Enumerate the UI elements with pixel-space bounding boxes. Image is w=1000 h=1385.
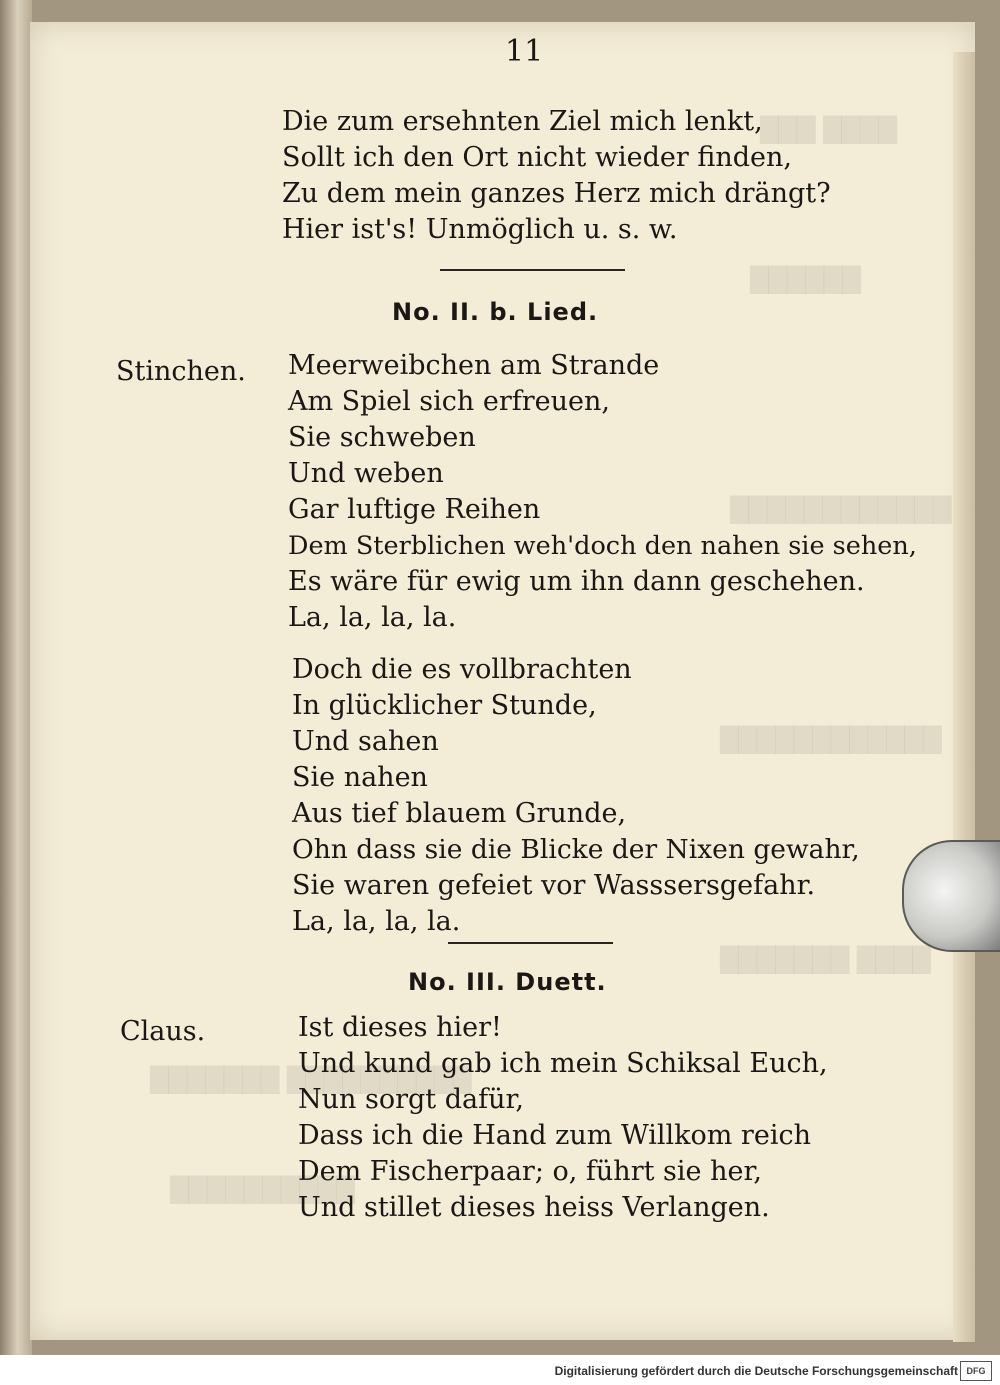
divider-rule (440, 269, 625, 271)
duett-line-1: Ist dieses hier! (298, 1012, 502, 1043)
speaker-claus: Claus. (120, 1016, 206, 1047)
stanza-top-line-4: Hier ist's! Unmöglich u. s. w. (282, 214, 678, 245)
footer-bar (0, 1355, 1000, 1385)
lied-stanza1-line-5: Gar luftige Reihen (288, 494, 541, 525)
lied-stanza2-line-2: In glücklicher Stunde, (292, 690, 597, 721)
lied-stanza1-line-6: Dem Sterblichen weh'doch den nahen sie sehen, (288, 531, 917, 561)
lied-stanza2-line-1: Doch die es vollbrachten (292, 654, 632, 685)
lied-stanza2-line-4: Sie nahen (292, 762, 428, 793)
lied-stanza1-line-8: La, la, la, la. (288, 602, 457, 633)
stanza-top-line-3: Zu dem mein ganzes Herz mich drängt? (282, 178, 831, 209)
dfg-logo: DFG (960, 1361, 992, 1381)
duett-line-3: Nun sorgt dafür, (298, 1084, 525, 1115)
section-title-duett: No. III. Duett. (408, 968, 607, 996)
duett-line-2: Und kund gab ich mein Schiksal Euch, (298, 1048, 828, 1079)
lied-stanza2-line-3: Und sahen (292, 726, 439, 757)
duett-line-4: Dass ich die Hand zum Willkom reich (298, 1120, 811, 1151)
divider-rule (448, 942, 613, 944)
book-page (30, 22, 975, 1340)
lied-stanza2-line-7: Sie waren gefeiet vor Wasssersgefahr. (292, 870, 816, 901)
lied-stanza2-line-6: Ohn dass sie die Blicke der Nixen gewahr, (292, 834, 860, 865)
show-through-bleed: ████ ███ ██████ ████████████ ████████████ ████ ███████ ██████████ ███████ ██████████ (150, 116, 952, 1204)
lied-stanza1-line-3: Sie schweben (288, 422, 476, 453)
dfg-credit: Digitalisierung gefördert durch die Deutsche Forschungsgemeinschaft (554, 1364, 958, 1378)
lied-stanza1-line-4: Und weben (288, 458, 444, 489)
page-number: 11 (505, 34, 544, 69)
page-text (30, 22, 975, 1340)
duett-line-5: Dem Fischerpaar; o, führt sie her, (298, 1156, 762, 1187)
stanza-top-line-2: Sollt ich den Ort nicht wieder finden, (282, 142, 792, 173)
lied-stanza1-line-2: Am Spiel sich erfreuen, (288, 386, 610, 417)
lied-stanza1-line-7: Es wäre für ewig um ihn dann geschehen. (288, 566, 865, 597)
speaker-stinchen: Stinchen. (116, 356, 246, 387)
stanza-top-line-1: Die zum ersehnten Ziel mich lenkt, (282, 106, 763, 137)
metal-page-clip (902, 840, 1000, 952)
left-page-edge (0, 0, 32, 1355)
lied-stanza2-line-8: La, la, la, la. (292, 906, 461, 937)
section-title-lied: No. II. b. Lied. (392, 298, 599, 326)
duett-line-6: Und stillet dieses heiss Verlangen. (298, 1192, 770, 1223)
lied-stanza1-line-1: Meerweibchen am Strande (288, 350, 660, 381)
lied-stanza2-line-5: Aus tief blauem Grunde, (292, 798, 627, 829)
